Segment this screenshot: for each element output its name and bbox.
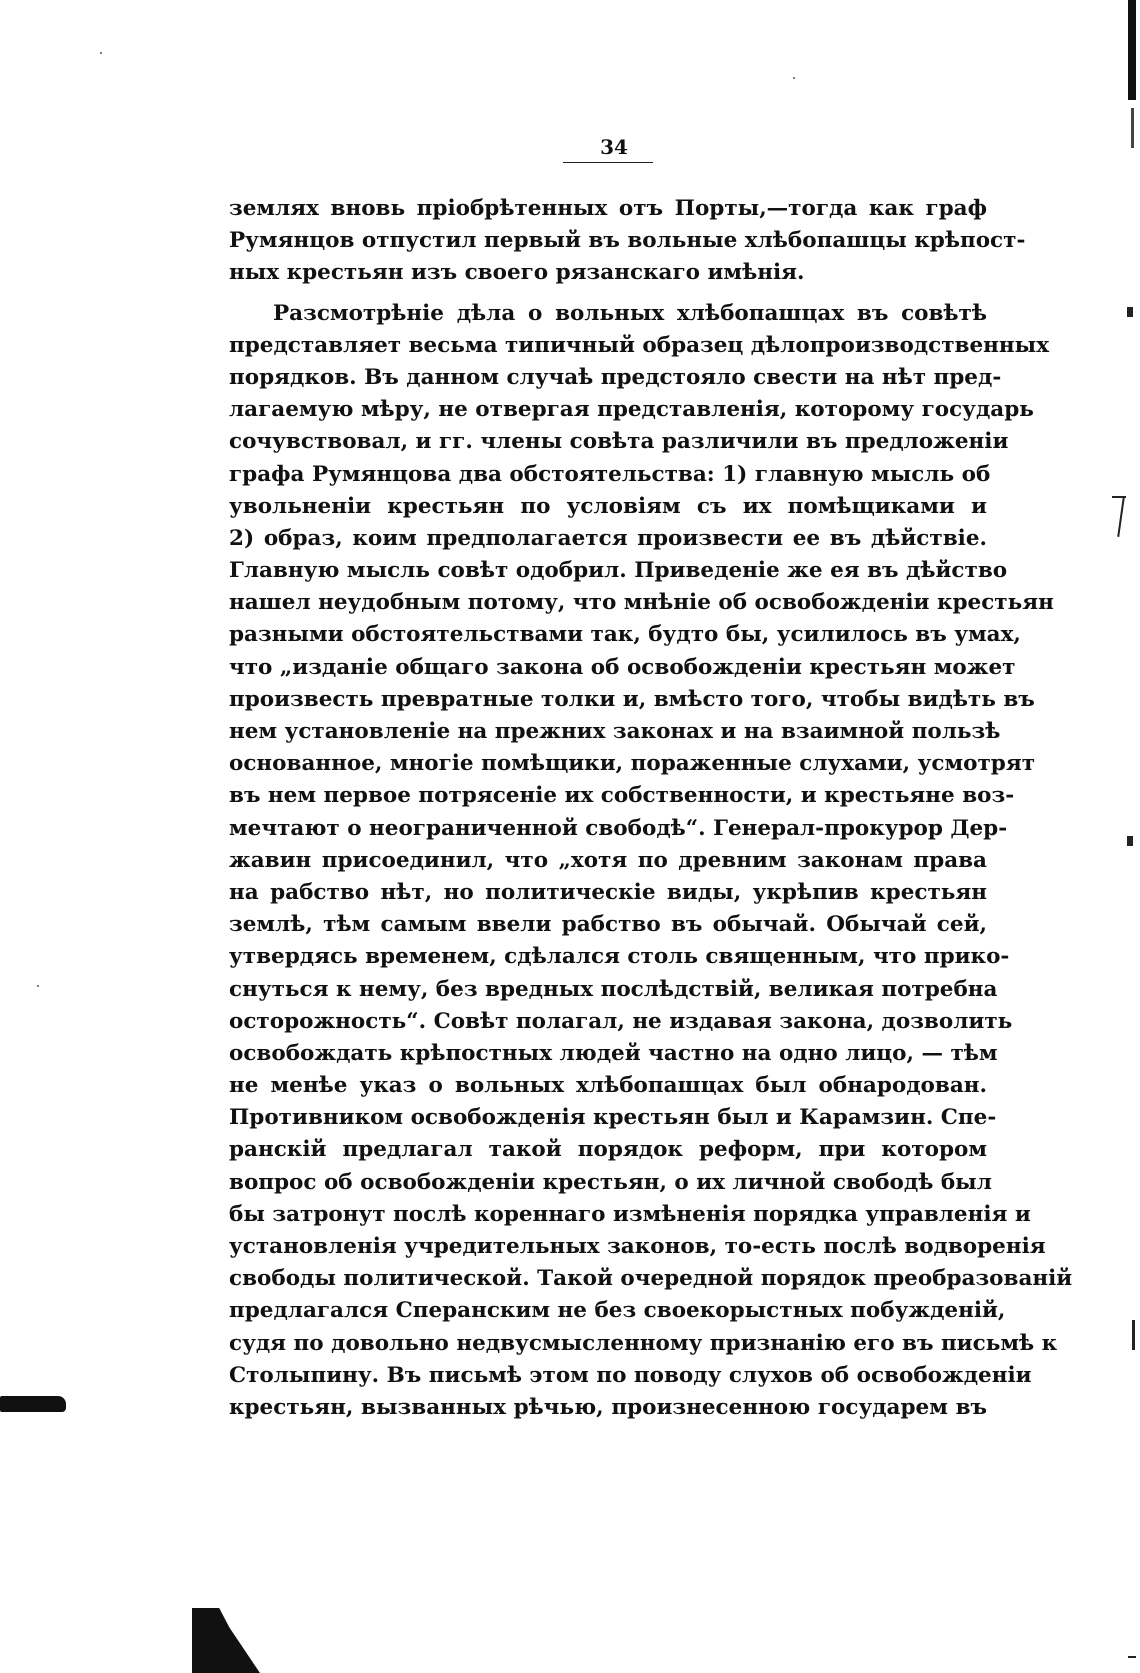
- scan-blot: [192, 1608, 260, 1673]
- text-line: жавин присоединил, что „хотя по древним законам права: [229, 847, 987, 873]
- text-line: предлагался Сперанским не без своекорыстных побужденій,: [229, 1298, 1006, 1324]
- text-line: графа Румянцова два обстоятельства: 1) главную мысль об: [229, 461, 991, 487]
- text-line: лагаемую мѣру, не отвергая представленія, которому государь: [229, 397, 1034, 423]
- text-line: на рабство нѣт, но политическіе виды, укрѣпив крестьян: [229, 879, 987, 905]
- scan-edge-mark: [1117, 497, 1125, 537]
- scan-edge-mark: [1128, 1656, 1136, 1658]
- text-line: установленія учредительных законов, то-есть послѣ водворенія: [229, 1234, 1046, 1259]
- scan-speck: [793, 77, 795, 79]
- text-line: крестьян, вызванных рѣчью, произнесенною государем въ: [229, 1394, 987, 1420]
- text-line: ранскій предлагал такой порядок реформ, при котором: [229, 1137, 987, 1163]
- page-number-rule: [563, 162, 653, 163]
- text-line: порядков. Въ данном случаѣ предстояло свести на нѣт пред-: [229, 364, 1002, 390]
- text-line: судя по довольно недвусмысленному признанію его въ письмѣ к: [229, 1330, 1058, 1356]
- text-line: 2) образ, коим предполагается произвести ее въ дѣйствіе.: [229, 525, 987, 551]
- text-line: утвердясь временем, сдѣлался столь священным, что прико-: [229, 944, 1010, 970]
- text-line: вопрос об освобожденіи крестьян, о их личной свободѣ был: [229, 1169, 992, 1195]
- text-line: снуться к нему, без вредных послѣдствій, великая потребна: [229, 976, 998, 1002]
- scan-edge-mark: [1132, 1320, 1135, 1350]
- text-line: Румянцов отпустил первый въ вольные хлѣбопашцы крѣпост-: [229, 228, 1026, 254]
- scan-edge-mark: [1127, 836, 1133, 846]
- text-line: ных крестьян изъ своего рязанскаго имѣнія.: [229, 260, 805, 286]
- text-line: нашел неудобным потому, что мнѣніе об освобожденіи крестьян: [229, 590, 1054, 616]
- text-line: не менѣе указ о вольных хлѣбопашцах был обнародован.: [229, 1073, 987, 1099]
- text-line: Главную мысль совѣт одобрил. Приведеніе же ея въ дѣйство: [229, 558, 1008, 584]
- text-line: свободы политической. Такой очередной порядок преобразованій: [229, 1266, 1073, 1292]
- text-line: Столыпину. Въ письмѣ этом по поводу слухов об освобожденіи: [229, 1362, 1032, 1388]
- text-line: нем установленіе на прежних законах и на взаимной пользѣ: [229, 719, 1001, 744]
- text-line: что „изданіе общаго закона об освобожденіи крестьян может: [229, 654, 1016, 680]
- text-line: Противником освобожденія крестьян был и Карамзин. Спе-: [229, 1105, 997, 1131]
- text-line: осторожность“. Совѣт полагал, не издавая закона, дозволить: [229, 1008, 1013, 1034]
- text-line: въ нем первое потрясеніе их собственности, и крестьяне воз-: [229, 783, 1015, 809]
- scan-edge-mark: [1128, 0, 1136, 100]
- scan-speck: [37, 985, 39, 987]
- text-line: землях вновь пріобрѣтенных отъ Порты,—тогда как граф: [229, 196, 987, 221]
- scan-speck: [100, 52, 102, 54]
- text-line: землѣ, тѣм самым ввели рабство въ обычай. Обычай сей,: [229, 912, 987, 938]
- text-line: мечтают о неограниченной свободѣ“. Генерал-прокурор Дер-: [229, 815, 1008, 841]
- text-line: разными обстоятельствами так, будто бы, усилилось въ умах,: [229, 622, 1021, 648]
- text-line: бы затронут послѣ кореннаго измѣненія порядка управленія и: [229, 1201, 1031, 1227]
- text-line: основанное, многіе помѣщики, пораженные слухами, усмотрят: [229, 751, 1036, 777]
- text-line: сочувствовал, и гг. члены совѣта различили въ предложеніи: [229, 429, 1009, 455]
- page-number: 34: [600, 135, 628, 159]
- scan-edge-mark: [1112, 496, 1126, 498]
- scan-edge-mark: [1127, 307, 1133, 317]
- body-text: [229, 193, 1073, 1424]
- text-line: освобождать крѣпостных людей частно на одно лицо, — тѣм: [229, 1040, 998, 1066]
- text-line: произвесть превратные толки и, вмѣсто того, чтобы видѣть въ: [229, 686, 1035, 712]
- scan-blot: [0, 1396, 66, 1412]
- scan-edge-mark: [1131, 108, 1134, 148]
- text-line: представляет весьма типичный образец дѣлопроизводственных: [229, 332, 1050, 358]
- text-line: Разсмотрѣніе дѣла о вольных хлѣбопашцах въ совѣтѣ: [273, 300, 987, 326]
- text-line: увольненіи крестьян по условіям съ их помѣщиками и: [229, 493, 987, 519]
